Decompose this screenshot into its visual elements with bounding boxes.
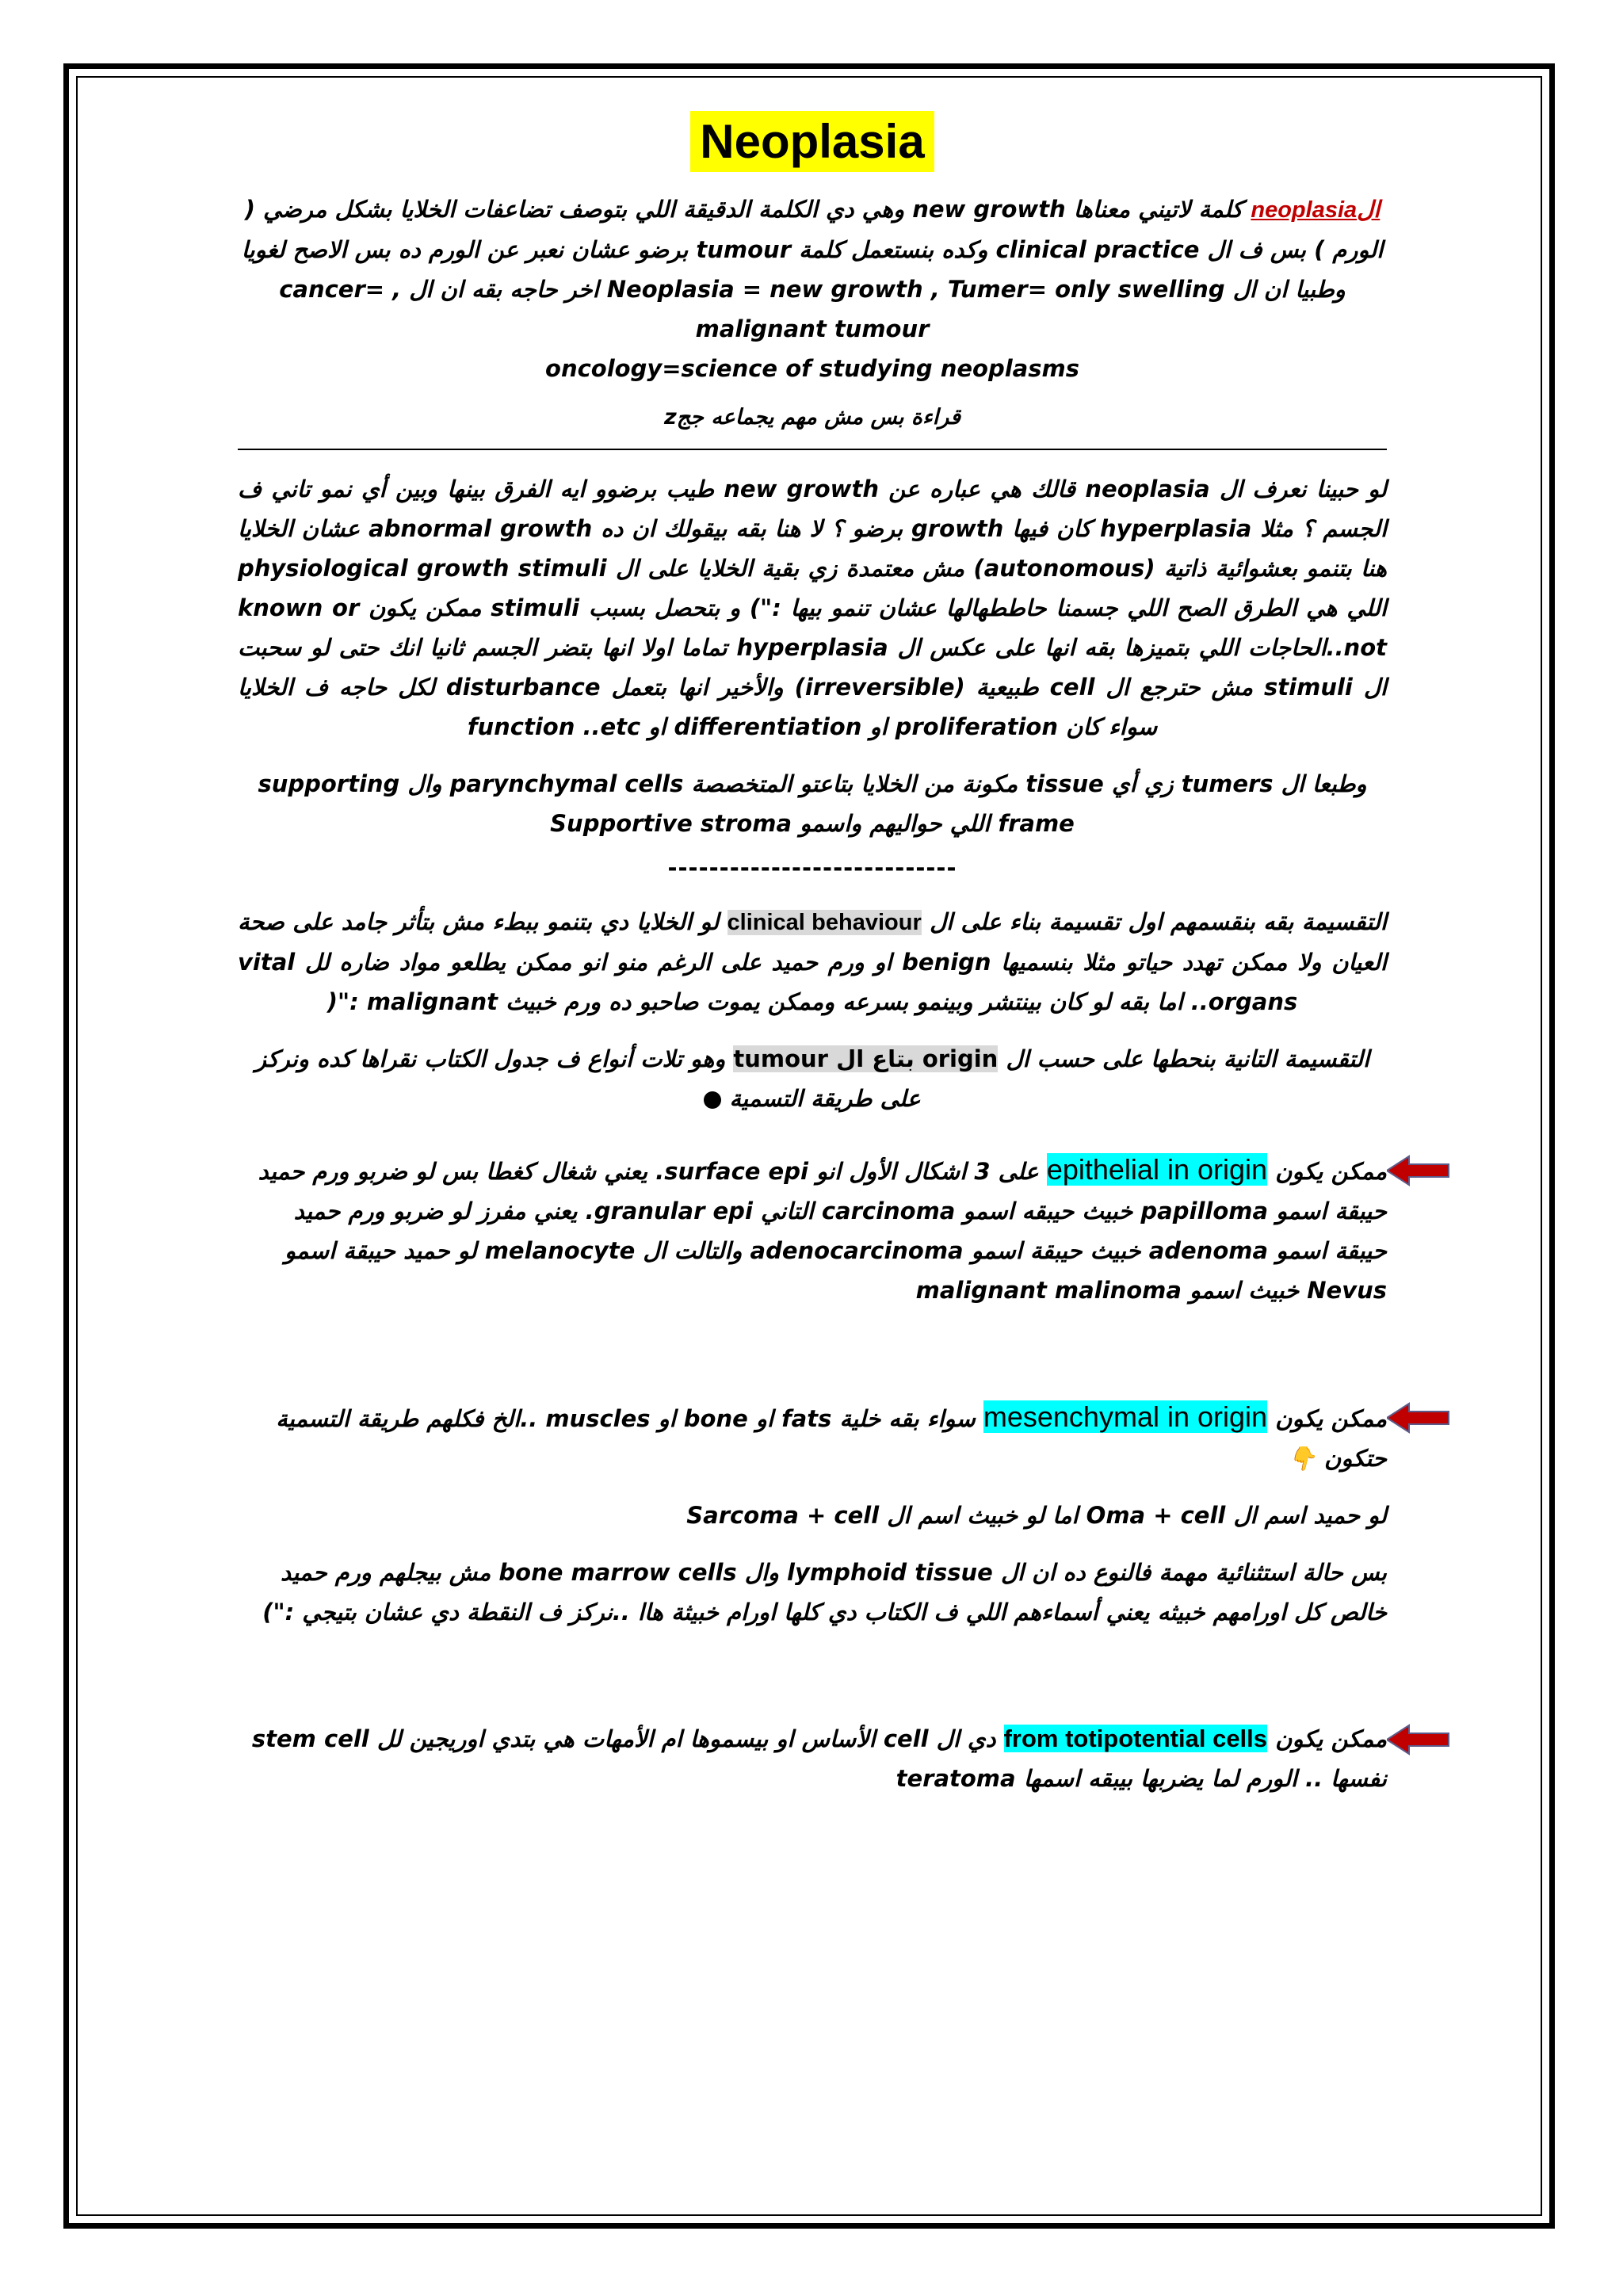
bullet-dot-icon: [704, 1091, 721, 1109]
mesenchymal-text: سواء بقه خلية fats او bone او muscles ..الخ فكلهم طريقة التسمية حتكون 👇: [276, 1405, 1387, 1472]
totipotential-paragraph: [238, 1719, 1387, 1798]
epithelial-paragraph: [238, 1150, 1387, 1310]
left-arrow-icon: [1387, 1402, 1450, 1434]
mesenchymal-lead: ممكن يكون: [1275, 1405, 1387, 1432]
totipotential-lead: ممكن يكون: [1275, 1725, 1387, 1752]
left-arrow-icon: [1387, 1724, 1450, 1755]
intro-term: neoplasia: [1251, 197, 1358, 223]
totipotential-highlight: from totipotential cells: [1003, 1725, 1268, 1752]
origin-lead: التقسيمة التانية بنحطها على حسب ال: [1006, 1045, 1370, 1072]
section-epithelial: [238, 1150, 1387, 1310]
mesenchymal-highlight: mesenchymal in origin: [983, 1400, 1268, 1433]
intro-note: قراءة بس مش مهم يجماعه ججz: [663, 405, 961, 430]
section-totipotential: [238, 1719, 1387, 1798]
clinical-behaviour-highlight: clinical behaviour: [727, 910, 922, 935]
dashed-separator: ----------------------------: [667, 854, 957, 881]
definition-paragraph: لو حبينا نعرف ال neoplasia قالك هي عباره عن new growth طيب برضوو ايه الفرق بينها وبين أي نمو تاني ف الجسم ؟ مثلا hyperplasia كان فيها growth برضو ؟ لا هنا بقه بيقولك ان ده abnormal growth عشان الخلايا هنا بتنمو بعشوائية ذاتية (autonomous) مش معتمدة زي بقية الخلايا على ال physiological growth stimuli اللي هي الطرق الصح اللي جسمنا حاططهالها عشان تنمو بيها :") و بتحصل بسبب stimuli ممكن يكون known or not..الحاجات اللي بتميزها بقه انها على عكس ال hyperplasia تماما اولا انها بتضر الجسم ثانيا انك حتى لو سحبت ال stimuli مش حترجع ال cell طبيعية (irreversible) والأخير انها بتعمل disturbance لكل حاجه ف الخلايا سواء كان proliferation او differentiation او function ..etc: [238, 476, 1388, 740]
classification-clinical-paragraph: [238, 902, 1387, 1022]
oncology-line: oncology=science of studying neoplasms: [545, 355, 1079, 382]
intro-text: كلمة لاتيني معناها new growth وهي دي الكلمة الدقيقة اللي بتوصف تضاعفات الخلايا بشكل مرضي ( الورم ) بس ف ال clinical practice وكده بنستعمل كلمة tumour برضو عشان نعبر عن الورم ده بس الاصح لغويا وطبيا ان ال Neoplasia = new growth , Tumer= only swelling اخر حاجه بقه ان ال , cancer= malignant tumour: [241, 196, 1384, 342]
totipotential-text: دي ال cell الأساس او بيسموها ام الأمهات هي بتدي اوريجين لل stem cell نفسها .. الورم لما يضربها بيبقه اسمها teratoma: [251, 1725, 1387, 1792]
intro-paragraph: [238, 189, 1387, 349]
clinical-text: لو الخلايا دي بتنمو ببطء مش بتأثر جامد على صحة العيان ولا ممكن تهدد حياتو مثلا بنسميها benign او ورم حميد على الرغم منو انو ممكن يطلعو مواد ضاره لل vital organs.. اما بقه لو كان بينتشر وبينمو بسرعه وممكن يموت صاحبو ده ورم خبيث malignant :"(: [238, 908, 1387, 1015]
divider-rule: [238, 449, 1387, 450]
naming-rule-line: لو حميد اسم ال Oma + cell اما لو خبيث اسم ال Sarcoma + cell: [686, 1502, 1387, 1529]
epithelial-text: على 3 اشكال الأول انو surface epi. يعني شغال كغطا بس لو ضربو ورم حميد حيبقة اسمو papilloma خبيث حيبقه اسمو carcinoma التاني granular epi. يعني مفرز لو ضربو ورم حميد حيبقة اسمو adenoma خبيث حيبقة اسمو adenocarcinoma والتالت ال melanocyte لو حميد حيبقة اسمو Nevus خبيث اسمو malignant malinoma: [258, 1158, 1387, 1304]
intro-prefix: ال: [1357, 196, 1381, 223]
section-mesenchymal: [238, 1397, 1387, 1632]
epithelial-highlight: epithelial in origin: [1046, 1153, 1268, 1186]
origin-highlight: origin بتاع ال tumour: [733, 1045, 999, 1072]
classification-origin-paragraph: [238, 1039, 1387, 1118]
left-arrow-icon: [1387, 1155, 1450, 1186]
tumour-structure-paragraph: وطبعا ال tumers زي أي tissue مكونة من الخلايا بتاعتو المتخصصة parynchymal cells وال supporting frame اللي حواليهم واسمو Supportive stroma: [258, 770, 1367, 837]
page-title: Neoplasia: [690, 111, 934, 172]
clinical-lead: التقسيمة بقه بنقسمهم اول تقسيمة بناء على ال: [930, 908, 1387, 935]
title-wrap: [238, 111, 1387, 172]
exception-paragraph: بس حالة استثنائية مهمة فالنوع ده ان ال lymphoid tissue وال bone marrow cells مش بيجلهم ورم حميد خالص كل اورامهم خبيثه يعني أسماءهم اللي ف الكتاب دي كلها اورام خبيثة هاا ..نركز ف النقطة دي عشان بتيجي :"): [262, 1559, 1387, 1626]
mesenchymal-paragraph: [238, 1397, 1387, 1478]
epithelial-lead: ممكن يكون: [1275, 1158, 1387, 1185]
document-content: [238, 111, 1387, 1798]
origin-text: وهو تلات أنواع ف جدول الكتاب نقراها كده ونركز على طريقة التسمية: [254, 1045, 921, 1112]
